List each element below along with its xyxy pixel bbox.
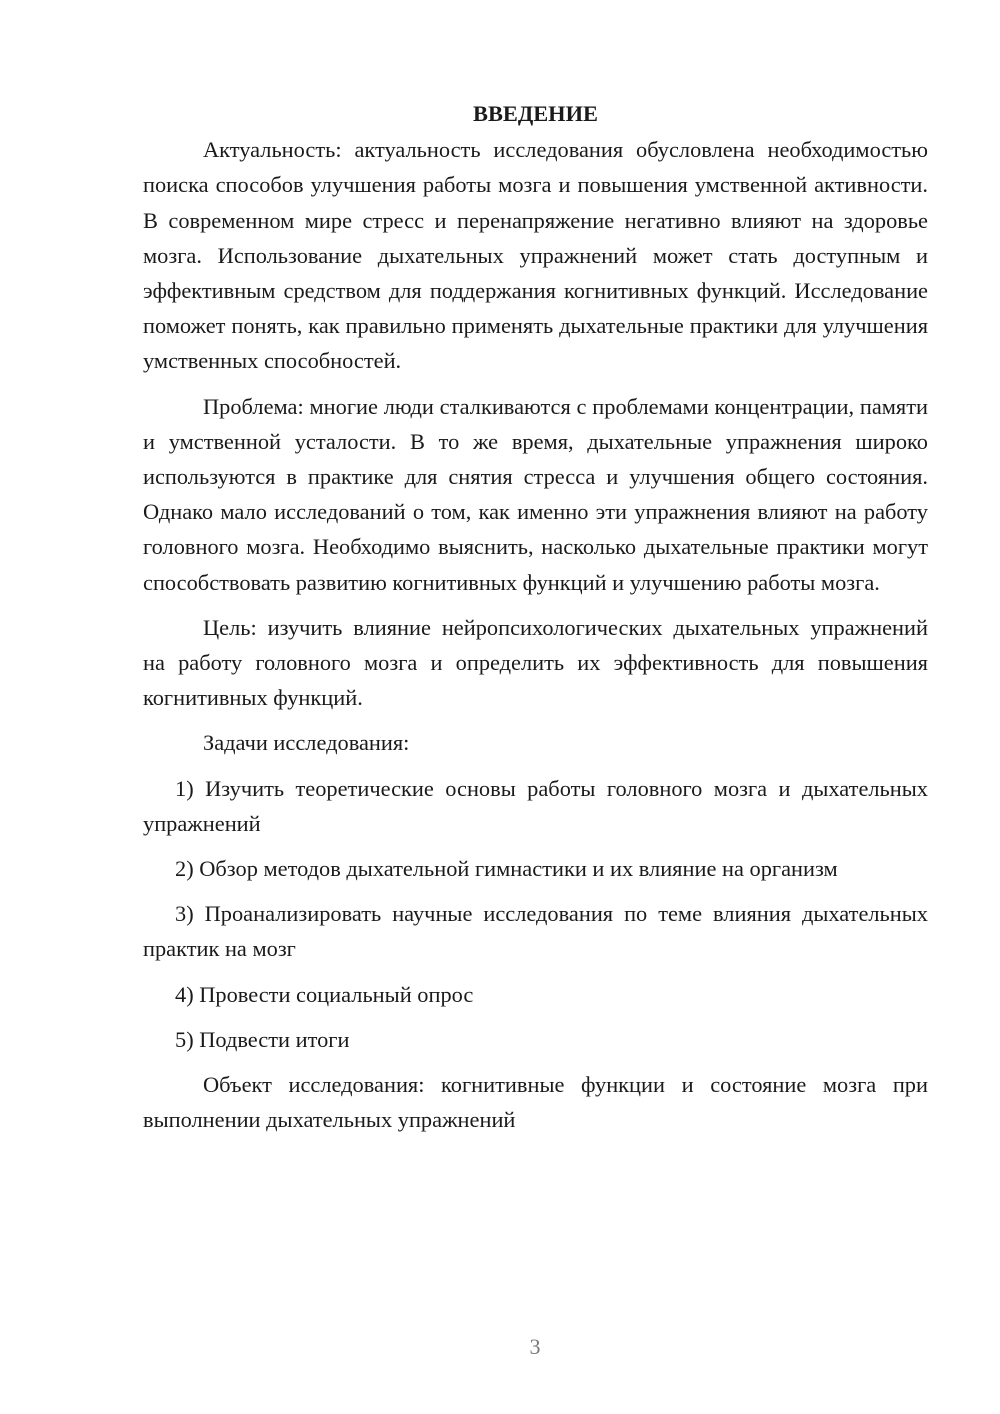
object-paragraph: Объект исследования: когнитивные функции и состояние мозга при выполнении дыхательных упражнений (143, 1072, 928, 1133)
section-heading: ВВЕДЕНИЕ (473, 101, 598, 126)
task-item-4: 4) Провести социальный опрос (175, 981, 474, 1007)
problem-paragraph: Проблема: многие люди сталкиваются с проблемами концентрации, памяти и умственной усталости. В то же время, дыхательные упражнения широко используются в практике для снятия стресса и улучшения общего состояния. Однако мало исследований о том, как именно эти упражнения влияют на работу головного мозга. Необходимо выяснить, насколько дыхательные практики могут способствовать развитию когнитивных функций и улучшению работы мозга. (143, 393, 928, 595)
task-item-2: 2) Обзор методов дыхательной гимнастики и их влияние на организм (175, 856, 838, 882)
task-item-1: 1) Изучить теоретические основы работы головного мозга и дыхательных упражнений (143, 775, 928, 836)
page-number: 3 (529, 1334, 541, 1359)
relevance-paragraph: Актуальность: актуальность исследования обусловлена необходимостью поиска способов улучшения работы мозга и повышения умственной активности. В современном мире стресс и перенапряжение негативно влияют на здоровье мозга. Использование дыхательных упражнений может стать доступным и эффективным средством для поддержания когнитивных функций. Исследование поможет понять, как правильно применять дыхательные практики для улучшения умственных способностей. (143, 137, 928, 374)
goal-paragraph: Цель: изучить влияние нейропсихологических дыхательных упражнений на работу головного мозга и определить их эффективность для повышения когнитивных функций. (143, 614, 928, 711)
task-item-3: 3) Проанализировать научные исследования по теме влияния дыхательных практик на мозг (143, 901, 928, 962)
tasks-list (143, 771, 928, 1057)
tasks-title: Задачи исследования: (203, 730, 410, 756)
task-item-5: 5) Подвести итоги (175, 1026, 350, 1052)
page-content (143, 96, 928, 1147)
